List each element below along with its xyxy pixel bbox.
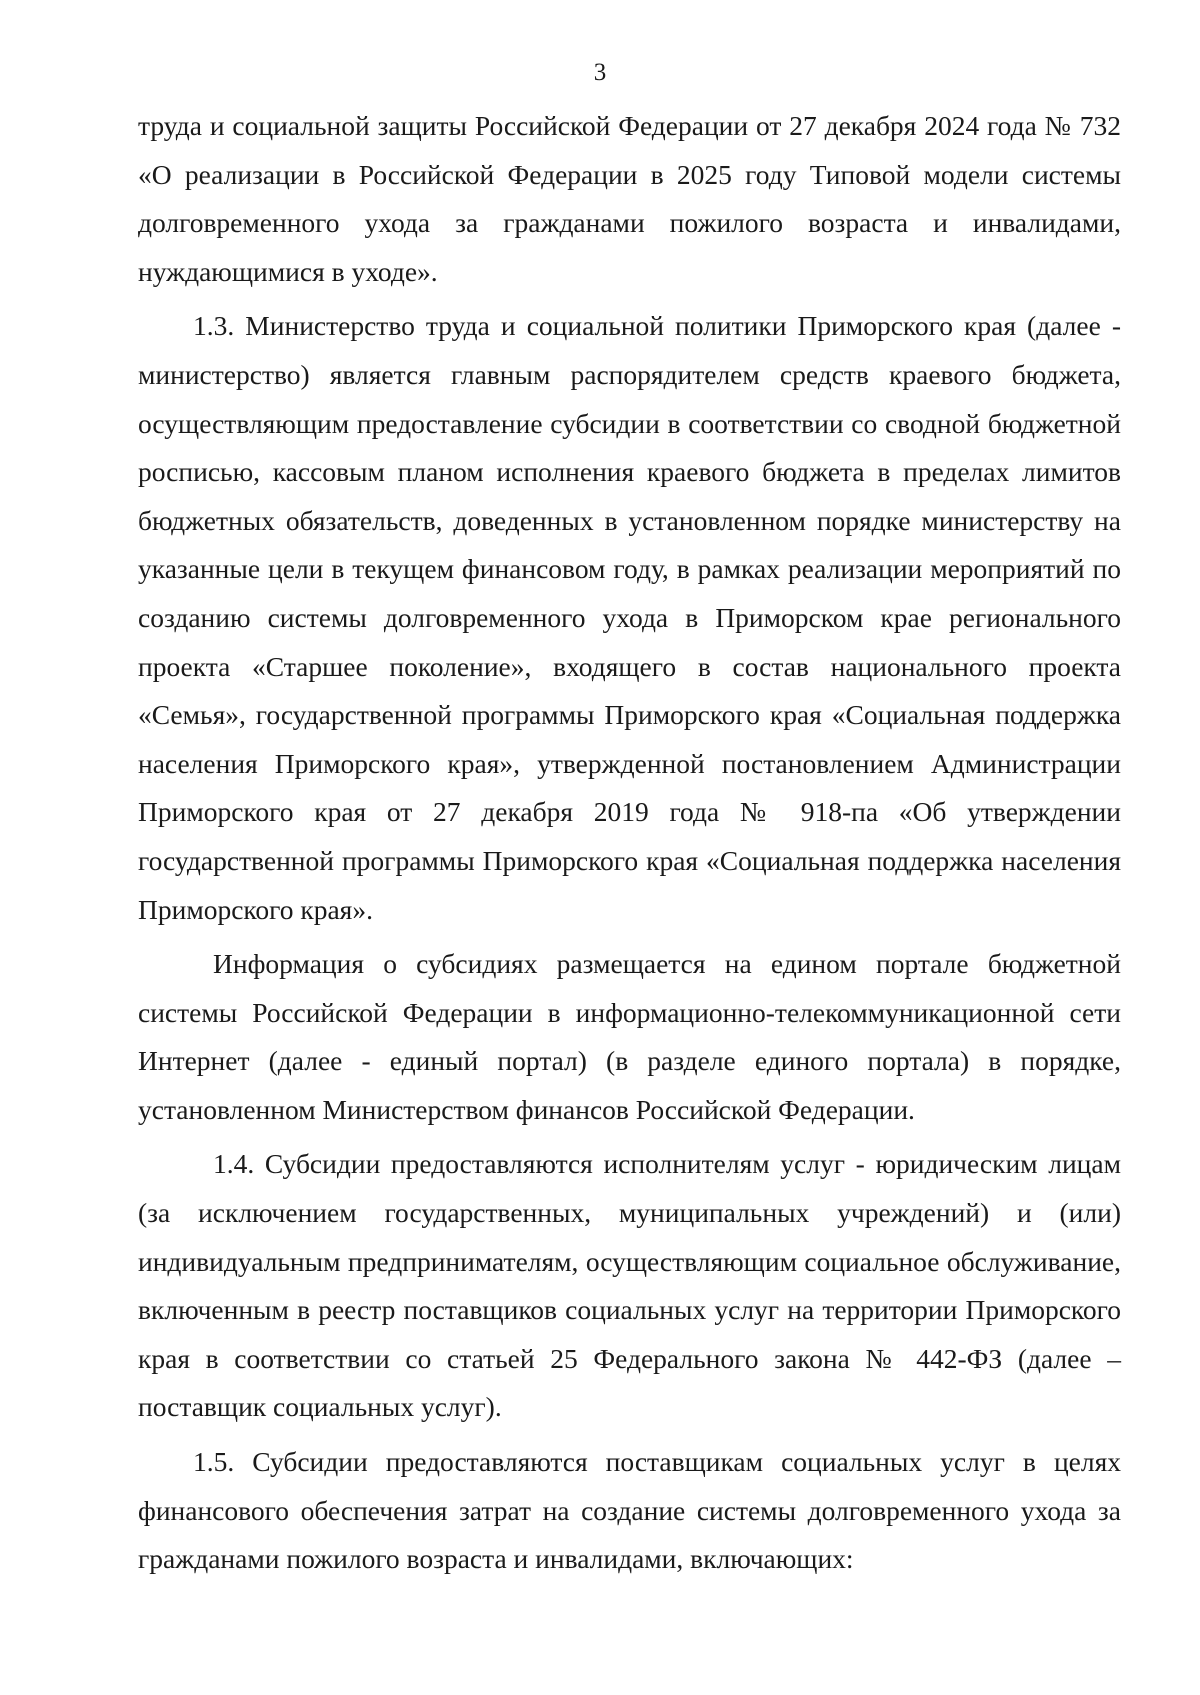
paragraph-1-5: 1.5. Субсидии предоставляются поставщикам социальных услуг в целях финансового обеспечения затрат на создание системы долговременного ухода за гражданами пожилого возраста и инвалидами, включающих: <box>138 1446 1121 1575</box>
paragraph-subsidy-info: Информация о субсидиях размещается на едином портале бюджетной системы Российской Федерации в информационно-телекоммуникационной сети Интернет (далее - единый портал) (в разделе единого портала) в порядке, установленном Министерством финансов Российской Федерации. <box>138 948 1121 1125</box>
paragraph-1-4: 1.4. Субсидии предоставляются исполнителям услуг - юридическим лицам (за исключением государственных, муниципальных учреждений) и (или) индивидуальным предпринимателям, осуществляющим социальное обслуживание, включенным в реестр поставщиков социальных услуг на территории Приморского края в соответствии со статьей 25 Федерального закона № 442-ФЗ (далее – поставщик социальных услуг). <box>138 1148 1121 1423</box>
page-number: 3 <box>593 59 607 86</box>
document-body <box>138 102 1121 1590</box>
paragraph-continuation: труда и социальной защиты Российской Федерации от 27 декабря 2024 года № 732 «О реализации в Российской Федерации в 2025 году Типовой модели системы долговременного ухода за гражданами пожилого возраста и инвалидами, нуждающимися в уходе». <box>138 110 1121 287</box>
paragraph-1-3: 1.3. Министерство труда и социальной политики Приморского края (далее - министерство) является главным распорядителем средств краевого бюджета, осуществляющим предоставление субсидии в соответствии со сводной бюджетной росписью, кассовым планом исполнения краевого бюджета в пределах лимитов бюджетных обязательств, доведенных в установленном порядке министерству на указанные цели в текущем финансовом году, в рамках реализации мероприятий по созданию системы долговременного ухода в Приморском крае регионального проекта «Старшее поколение», входящего в состав национального проекта «Семья», государственной программы Приморского края «Социальная поддержка населения Приморского края», утвержденной постановлением Администрации Приморского края от 27 декабря 2019 года № 918-па «Об утверждении государственной программы Приморского края «Социальная поддержка населения Приморского края». <box>138 310 1121 925</box>
